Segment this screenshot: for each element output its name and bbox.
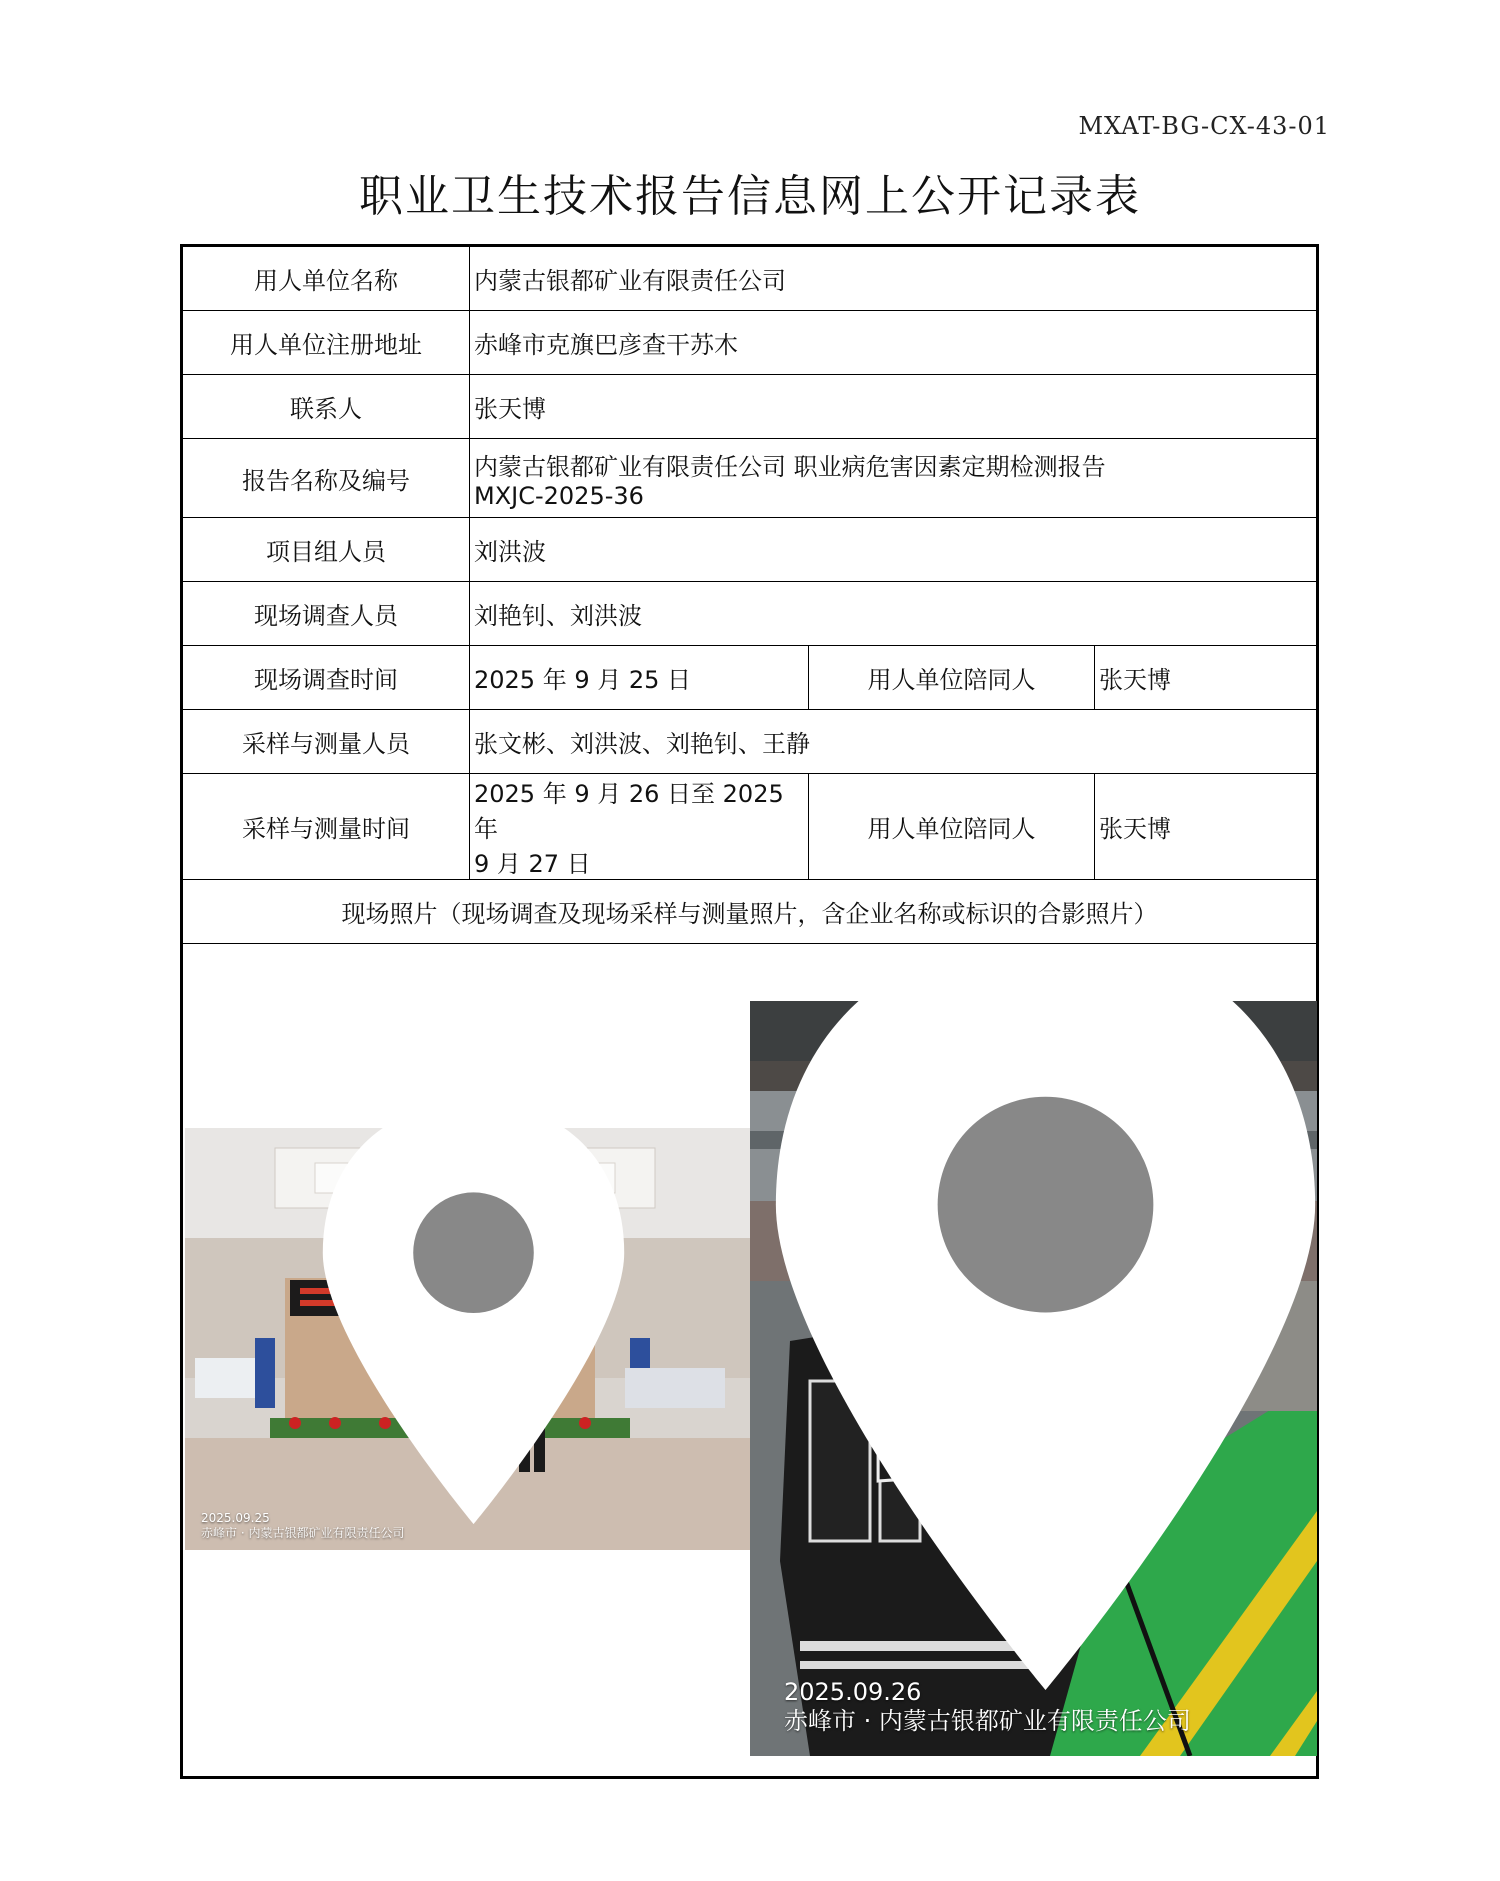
row-unit-name [182, 246, 1318, 311]
sampling-photo-location: 赤峰市 · 内蒙古银都矿业有限责任公司 [784, 1707, 1191, 1736]
survey-time-value: 2025 年 9 月 25 日 [470, 646, 809, 710]
sampling-time-value [470, 774, 809, 880]
unit-address-label: 用人单位注册地址 [182, 311, 470, 375]
group-photo-location: 赤峰市 · 内蒙古银都矿业有限责任公司 [201, 1525, 405, 1540]
contact-value: 张天博 [470, 375, 1318, 439]
survey-staff-value: 刘艳钊、刘洪波 [470, 582, 1318, 646]
row-photos [182, 944, 1318, 1778]
survey-escort-label: 用人单位陪同人 [809, 646, 1095, 710]
project-members-value: 刘洪波 [470, 518, 1318, 582]
sampling-time-line1: 2025 年 9 月 26 日至 2025 年 [474, 780, 784, 843]
row-sampling-time [182, 774, 1318, 880]
report-label: 报告名称及编号 [182, 439, 470, 518]
document-code: MXAT-BG-CX-43-01 [1078, 112, 1330, 140]
sampling-staff-value: 张文彬、刘洪波、刘艳钊、王静 [470, 710, 1318, 774]
unit-address-value: 赤峰市克旗巴彦查干苏木 [470, 311, 1318, 375]
report-value [470, 439, 1318, 518]
report-number: MXJC-2025-36 [474, 481, 644, 510]
sampling-photo [750, 1001, 1317, 1756]
sampling-photo-date: 2025.09.26 [784, 1678, 922, 1707]
row-report [182, 439, 1318, 518]
contact-label: 联系人 [182, 375, 470, 439]
group-photo-stamp [201, 1511, 404, 1540]
photo-area [182, 944, 1318, 1778]
sampling-staff-label: 采样与测量人员 [182, 710, 470, 774]
row-survey-time [182, 646, 1318, 710]
unit-name-value: 内蒙古银都矿业有限责任公司 [470, 246, 1318, 311]
sampling-photo-stamp [784, 1678, 1191, 1736]
row-sampling-staff [182, 710, 1318, 774]
row-contact [182, 375, 1318, 439]
row-photo-note [182, 880, 1318, 944]
survey-time-label: 现场调查时间 [182, 646, 470, 710]
project-members-label: 项目组人员 [182, 518, 470, 582]
sampling-time-label: 采样与测量时间 [182, 774, 470, 880]
sampling-escort-label: 用人单位陪同人 [809, 774, 1095, 880]
sampling-escort-value: 张天博 [1095, 774, 1318, 880]
row-unit-address [182, 311, 1318, 375]
sampling-time-line2: 9 月 27 日 [474, 850, 591, 878]
report-name: 内蒙古银都矿业有限责任公司 职业病危害因素定期检测报告 [474, 452, 1106, 481]
location-pin-icon [762, 1001, 1317, 1690]
survey-escort-value: 张天博 [1095, 646, 1318, 710]
survey-staff-label: 现场调查人员 [182, 582, 470, 646]
document-title: 职业卫生技术报告信息网上公开记录表 [359, 171, 1141, 222]
photo-note: 现场照片（现场调查及现场采样与测量照片，含企业名称或标识的合影照片） [182, 880, 1318, 944]
record-table [180, 244, 1319, 1779]
group-photo [185, 1128, 750, 1550]
group-photo-date: 2025.09.25 [201, 1511, 270, 1526]
unit-name-label: 用人单位名称 [182, 246, 470, 311]
row-project-members [182, 518, 1318, 582]
row-survey-staff [182, 582, 1318, 646]
location-pin-icon [191, 1128, 750, 1524]
